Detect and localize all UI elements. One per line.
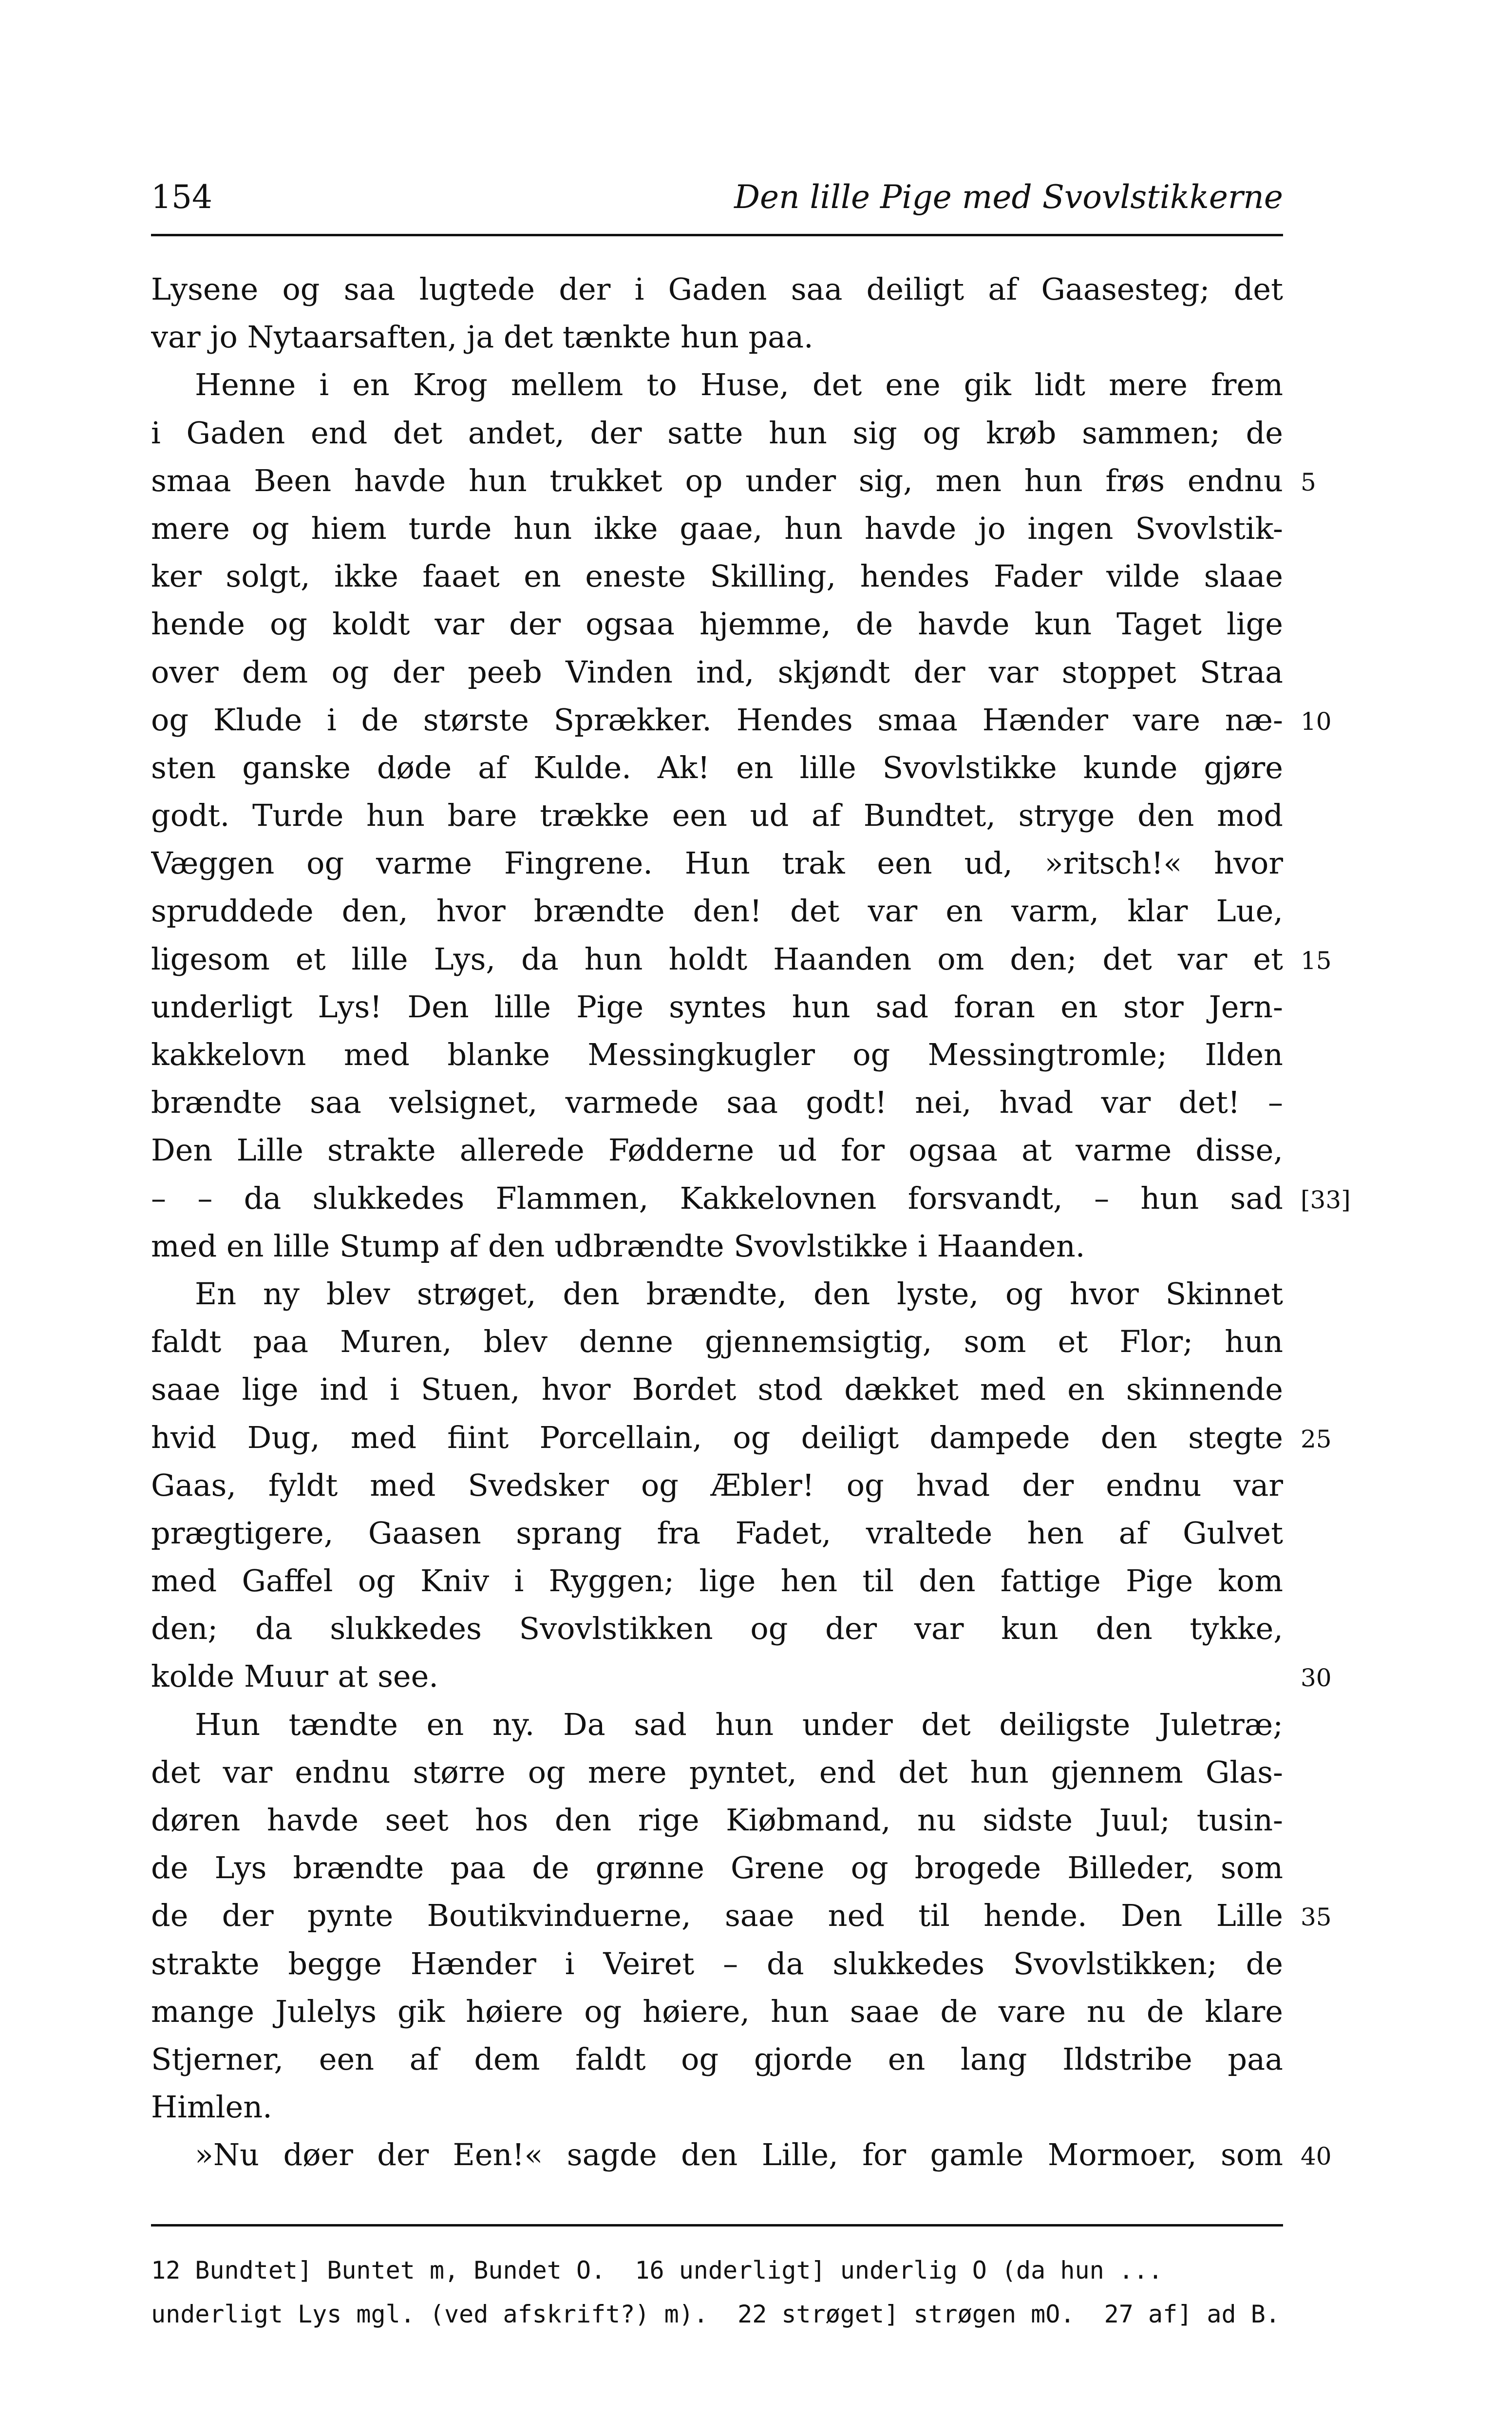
text-line <box>151 1222 1283 1270</box>
text-line-content: kakkelovn med blanke Messingkugler og Messingtromle; Ilden <box>151 1037 1283 1072</box>
text-line <box>151 1509 1283 1557</box>
text-line <box>151 505 1283 552</box>
text-line-content: ker solgt, ikke faaet en eneste Skilling, hendes Fader vilde slaae <box>151 558 1283 594</box>
text-line <box>151 1749 1283 1796</box>
page-header <box>151 171 1283 224</box>
text-line <box>151 1940 1283 1988</box>
text-line <box>151 552 1283 600</box>
text-line <box>151 887 1283 935</box>
text-line-content: Gaas, fyldt med Svedsker og Æbler! og hvad der endnu var <box>151 1467 1283 1503</box>
text-line-content: Stjerner, een af dem faldt og gjorde en lang Ildstribe paa <box>151 2041 1283 2077</box>
text-line <box>151 935 1332 983</box>
text-line-content: Hun tændte en ny. Da sad hun under det deiligste Juletræ; <box>195 1706 1283 1742</box>
text-line <box>151 266 1283 313</box>
line-number: [33] <box>1301 1185 1351 1214</box>
text-line-content: med Gaffel og Kniv i Ryggen; lige hen til den fattige Pige kom <box>151 1563 1283 1599</box>
text-line-content: – – da slukkedes Flammen, Kakkelovnen forsvandt, – hun sad <box>151 1180 1283 1216</box>
text-line-content: spruddede den, hvor brændte den! det var en varm, klar Lue, <box>151 893 1283 929</box>
text-line <box>151 1988 1283 2036</box>
text-line-content: kolde Muur at see. <box>151 1658 438 1694</box>
text-line <box>151 1796 1283 1844</box>
line-number: 25 <box>1301 1425 1332 1453</box>
text-line <box>151 696 1332 744</box>
text-line <box>151 1366 1283 1413</box>
text-line-content: mere og hiem turde hun ikke gaae, hun havde jo ingen Svovlstik- <box>151 510 1283 546</box>
text-line <box>151 983 1283 1031</box>
text-line-content: ligesom et lille Lys, da hun holdt Haanden om den; det var et <box>151 941 1283 977</box>
text-line-content: var jo Nytaarsaften, ja det tænkte hun paa. <box>151 319 813 355</box>
text-line-content: døren havde seet hos den rige Kiøbmand, nu sidste Juul; tusin- <box>151 1802 1283 1838</box>
footnote-rule <box>151 2224 1283 2227</box>
line-number: 30 <box>1301 1664 1332 1693</box>
text-line-content: og Klude i de største Sprækker. Hendes smaa Hænder vare næ- <box>151 702 1283 738</box>
text-line-content: prægtigere, Gaasen sprang fra Fadet, vraltede hen af Gulvet <box>151 1515 1283 1551</box>
footnote-line: 12 Bundtet] Buntet m, Bundet O. 16 underligt] underlig O (da hun ... <box>151 2256 1163 2284</box>
line-number: 15 <box>1301 946 1332 975</box>
text-line <box>151 409 1283 457</box>
body-text <box>151 266 1351 2179</box>
text-line <box>151 839 1283 887</box>
text-line <box>151 1270 1283 1318</box>
text-line <box>151 313 1283 361</box>
text-line-content: i Gaden end det andet, der satte hun sig og krøb sammen; de <box>151 415 1283 451</box>
text-line <box>151 1414 1332 1462</box>
text-line-content: Væggen og varme Fingrene. Hun trak een ud, »ritsch!« hvor <box>151 845 1283 881</box>
text-line <box>151 1653 1332 1700</box>
text-line <box>151 361 1283 409</box>
text-line-content: underligt Lys! Den lille Pige syntes hun sad foran en stor Jern- <box>151 989 1283 1025</box>
text-line <box>151 1844 1283 1892</box>
text-line <box>151 2036 1283 2083</box>
text-line <box>151 1701 1283 1749</box>
text-line <box>151 1079 1283 1126</box>
line-number: 5 <box>1301 468 1316 496</box>
footnote-line: underligt Lys mgl. (ved afskrift?) m). 22 strøget] strøgen mO. 27 af] ad B. <box>151 2300 1280 2328</box>
text-line <box>151 2131 1332 2179</box>
text-line-content: godt. Turde hun bare trække een ud af Bundtet, stryge den mod <box>151 798 1283 834</box>
text-line-content: de der pynte Boutikvinduerne, saae ned til hende. Den Lille <box>151 1898 1283 1934</box>
text-line-content: faldt paa Muren, blev denne gjennemsigtig, som et Flor; hun <box>151 1324 1283 1360</box>
text-line-content: Henne i en Krog mellem to Huse, det ene gik lidt mere frem <box>195 367 1283 403</box>
text-line-content: den; da slukkedes Svovlstikken og der var kun den tykke, <box>151 1611 1283 1647</box>
footnotes <box>151 2248 1283 2336</box>
text-line <box>151 1892 1332 1940</box>
text-line <box>151 1318 1283 1366</box>
text-line-content: brændte saa velsignet, varmede saa godt! nei, hvad var det! – <box>151 1085 1283 1121</box>
text-line <box>151 1462 1283 1509</box>
text-line <box>151 600 1283 648</box>
line-number: 10 <box>1301 707 1332 736</box>
text-line <box>151 1605 1283 1653</box>
text-line-content: sten ganske døde af Kulde. Ak! en lille Svovlstikke kunde gjøre <box>151 749 1283 785</box>
text-line-content: Lysene og saa lugtede der i Gaden saa deiligt af Gaasesteg; det <box>151 271 1283 307</box>
line-number: 35 <box>1301 1903 1332 1932</box>
text-line-content: »Nu døer der Een!« sagde den Lille, for gamle Mormoer, som <box>195 2137 1283 2173</box>
text-line-content: mange Julelys gik høiere og høiere, hun saae de vare nu de klare <box>151 1993 1283 2029</box>
text-line-content: saae lige ind i Stuen, hvor Bordet stod dækket med en skinnende <box>151 1371 1283 1408</box>
line-number: 40 <box>1301 2142 1332 2171</box>
text-line <box>151 457 1316 505</box>
text-line <box>151 2083 1283 2131</box>
text-line <box>151 1031 1283 1079</box>
text-line-content: Himlen. <box>151 2089 272 2125</box>
text-line-content: strakte begge Hænder i Veiret – da slukkedes Svovlstikken; de <box>151 1945 1283 1981</box>
text-line-content: Den Lille strakte allerede Fødderne ud for ogsaa at varme disse, <box>151 1132 1283 1168</box>
text-line <box>151 792 1283 839</box>
text-line-content: de Lys brændte paa de grønne Grene og brogede Billeder, som <box>151 1850 1283 1886</box>
text-line-content: hvid Dug, med fiint Porcellain, og deiligt dampede den stegte <box>151 1419 1283 1455</box>
text-line <box>151 648 1283 696</box>
text-line-content: det var endnu større og mere pyntet, end det hun gjennem Glas- <box>151 1754 1283 1790</box>
text-line-content: En ny blev strøget, den brændte, den lyste, og hvor Skinnet <box>195 1275 1283 1312</box>
text-line-content: hende og koldt var der ogsaa hjemme, de havde kun Taget lige <box>151 606 1283 642</box>
header-rule <box>151 234 1283 236</box>
text-line-content: smaa Been havde hun trukket op under sig, men hun frøs endnu <box>151 462 1283 498</box>
running-title: Den lille Pige med Svovlstikkerne <box>734 178 1283 216</box>
text-line-content: med en lille Stump af den udbrændte Svovlstikke i Haanden. <box>151 1228 1085 1264</box>
text-line <box>151 1126 1283 1174</box>
text-line <box>151 1557 1283 1605</box>
text-line-content: over dem og der peeb Vinden ind, skjøndt der var stoppet Straa <box>151 654 1283 690</box>
page-number: 154 <box>151 178 212 216</box>
text-line <box>151 744 1283 792</box>
text-line <box>151 1175 1351 1222</box>
